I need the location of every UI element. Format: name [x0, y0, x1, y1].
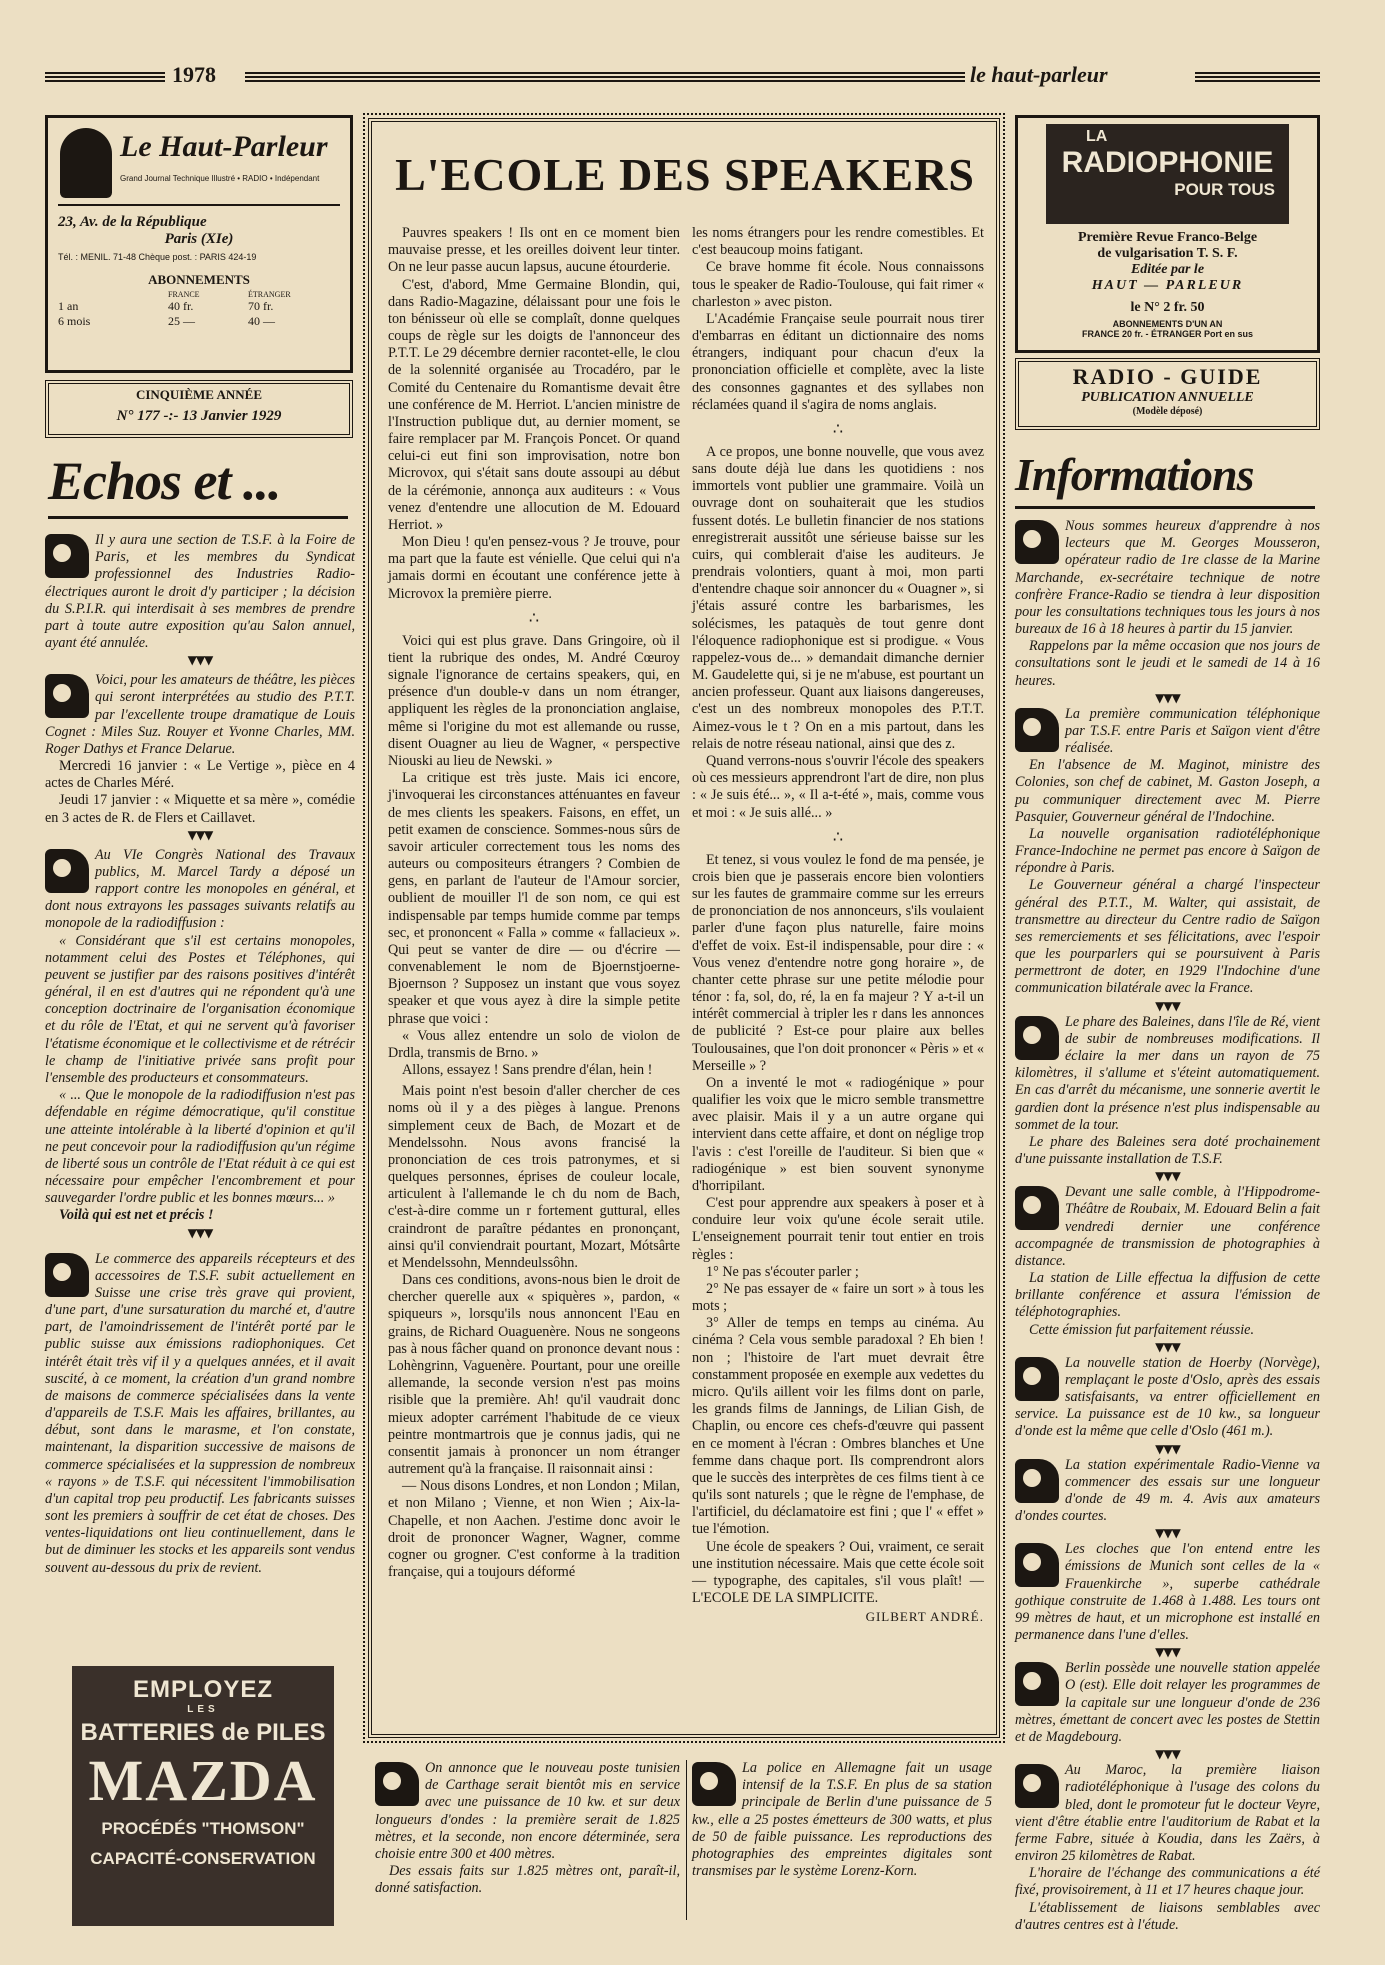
info-item-5: La nouvelle station de Hoerby (Norvège), remplaçant le poste d'Oslo, après des essais satisfaisants, va entrer officiellement en service. La puissance est de 10 kw., sa longueur d'onde est la même que celle d'Oslo (461 m.).: [1015, 1354, 1320, 1440]
echos-item-1: Il y aura une section de T.S.F. à la Foire de Paris, et les membres du Syndicat professionnel des Industries Radio-électriques auront le droit d'y participer ; la décision du S.P.I.R. qui interdisait à ses membres de prendre part à toute autre exposition qu'au Salon annuel, ayant été annulée.: [45, 532, 355, 652]
loudspeaker-icon: [1015, 708, 1059, 752]
paragraph: On a inventé le mot « radiogénique » pour qualifier les voix que le micro semble transmettre avec plaisir. Mais il y a un autre organe qui intervient dans cette affaire, et dont on néglige trop l'avis : c'est l'oreille de l'auditeur. Si bien que « radiogénique » est bien souvent synonyme d'horripilant.: [692, 1074, 984, 1194]
masthead-logo: [58, 124, 340, 206]
issue-box: [45, 380, 353, 438]
paragraph: Allons, essayez ! Sans prendre d'élan, hein !: [402, 1062, 653, 1079]
echos-heading: Echos et ...: [48, 451, 281, 511]
paragraph: Et tenez, si vous voulez le fond de ma pensée, je crois bien que je passerais encore bien volontiers sur les fautes de grammaire comme sur les erreurs de prononciation de nos annonceurs, s'ils voulaient parler d'une façon plus naturelle, faire moins d'effet de voix. Est-il indispensable, pour dire : « Vous venez d'entendre notre gong horaire », de chanter cette phrase sur une petite mélodie pour ténor : fa, sol, do, ré, la en fa majeur ? Y a-t-il un intérêt commercial à tripler les r dans les annonces de publicité ? Est-ce pour plaire aux belles Toulousaines, que l'on doit prononcer « Pèris » et « Merseille » ?: [692, 851, 984, 1074]
loudspeaker-icon: [1015, 1459, 1059, 1503]
ornament: ▼▼▼: [1155, 1441, 1180, 1456]
subs-row2-label: 6 mois: [58, 314, 91, 328]
info-item-2: La première communication téléphonique par T.S.F. entre Paris et Saïgon vient d'être réalisée. En l'absence de M. Maginot, ministre des Colonies, son chef de cabinet, M. Gaston Joseph, a pu communiquer directement avec M. Pierre Pasquier, Gouverneur général de l'Indochine. La nouvelle organisation radiotéléphonique France-Indochine ne permet pas encore à Saïgon de répondre à Paris. Le Gouverneur général a chargé l'inspecteur général des P.T.T., M. Walter, qui assistait, de transmettre au directeur du Centre radio de Saïgon ses remerciements et ses félicitations, avec l'espoir que les pourparlers qui se poursuivent à Paris permettront de doter, en 1929 l'Indochine d'une communication bilatérale avec la France.: [1015, 705, 1320, 997]
paragraph: C'est, d'abord, Mme Germaine Blondin, qui, dans Radio-Magazine, délaissant pour une fois le ton bénisseur où elle se complaît, donne quelques coups de règle sur les doigts de l'annonceur des P.T.T. Le 29 décembre dernier racontet-elle, le clou de la solennité organisée au Trocadéro, par le Comité du Centenaire du Romantisme devait être une conférence de M. Herriot. L'ancien ministre de l'Instruction publique dut, au dernier moment, se faire remplacer par M. François Poncet. Or quand celui-ci eut fini son improvisation, notre bon Microvox, qui s'était sans doute assoupi au début de la cérémonie, annonça aux auditeurs : « Vous venez d'entendre une allocution de M. Edouard Herriot. »: [388, 276, 680, 533]
paragraph: 3° Aller de temps en temps au cinéma. Au cinéma ? Cela vous semble paradoxal ? Eh bien ! non ; l'histoire de l'art muet devrait être constamment proposée en exemple aux vedettes du micro. Qu'ils aillent voir les films dont on parle, les grands films de Jannings, de Lilian Gish, de Chaplin, ou encore ces chefs-d'œuvre qui passent en ce moment à l'écran : Ombres blanches et Une femme dans chaque port. Ils comprendront alors que le succès des interprètes de ces films tient à ce qu'ils sont naturels ; que le règne de l'emphase, de l'artificiel, du déclamatoire est fini ; que l' « effet » tue l'émotion.: [692, 1315, 984, 1538]
ornament: ▼▼▼: [187, 827, 213, 842]
ornament: ▼▼▼: [1155, 998, 1180, 1013]
paragraph: « Vous allez entendre un solo de violon de Drdla, transmis de Brno. »: [388, 1027, 680, 1061]
loudspeaker-icon: [1015, 520, 1059, 564]
ad-line2: LES: [187, 1704, 219, 1715]
paragraph: Dans ces conditions, avons-nous bien le droit de chercher querelle aux « spiquères », pardon, « spiqueurs », lorsqu'ils nous annoncent l'Eau en grains, de Richard Ouaguenère. Nous ne songeons pas à nous fâcher quand on prononce devant nous : Lohèngrinn, Vaguenère. Pourtant, pour une oreille allemande, la seconde version n'est pas moins risible que la première. Ah! qu'il vaudrait donc mieux adopter carrément l'habitude de ce vieux peintre montmartrois que je connus jadis, qui ne consentit jamais à prononcer un nom étranger autrement qu'à la française. Il raisonnait ainsi :: [388, 1272, 680, 1478]
ornament: ▼▼▼: [187, 1225, 213, 1240]
paragraph: 2° Ne pas essayer de « faire un sort » à tous les mots ;: [692, 1280, 984, 1315]
paragraph: Voici qui est plus grave. Dans Gringoire, où il tient la rubrique des ondes, M. André Cœuroy signale l'ignorance de certains speakers, qui, en présence d'un double-v dans un nom étranger, appliquent les règles de la prononciation anglaise, même si l'origine du mot est allemande ou russe, disent Ouagner au lieu de Wagner, « perspective Niouski au lieu de Newski. »: [388, 632, 680, 769]
ornament: ▼▼▼: [1155, 1645, 1180, 1660]
header-rule-right: [1195, 70, 1320, 82]
issue-number-date: N° 177 -:- 13 Janvier 1929: [116, 408, 282, 424]
paragraph: A ce propos, une bonne nouvelle, que vous avez sans doute déjà lue dans les quotidiens : nos immortels vont publier une grammaire. Voilà un ouvrage dont on souhaiterait que les studios fussent dotés. Le bulletin financier de nos stations enregistrerait aussitôt une sérieuse baisse sur les cuirs, qui comblerait d'aise les auditeurs. Je prendrais volontiers, quant à moi, mon parti d'entendre chaque soir annoncer du « Ouagner », si j'étais assuré contre les barbarismes, les solécismes, les pataquès de tout genre dont l'éloquence radiophonique est si prodigue. « Vous rappelez-vous de... » demandait dimanche dernier M. Gaudelette qui, si je ne m'abuse, est pourtant un ancien professeur. Quant aux liaisons dangereuses, c'est un des nombreux monopoles des P.T.T. Aimez-vous le t ? On en a mis partout, dans les relais de notre réseau national, ainsi que des z.: [692, 443, 984, 752]
paragraph: 1° Ne pas s'écouter parler ;: [706, 1263, 859, 1280]
ad-line6: CAPACITÉ-CONSERVATION: [90, 1849, 316, 1868]
radiophonie-box: LA RADIOPHONIE POUR TOUS Première Revue Franco-Belge de vulgarisation T. S. F. Editée par le HAUT — PARLEUR le N° 2 fr. 50 ABONNEMENTS D'UN AN FRANCE 20 fr. - ÉTRANGER Port en sus: [1015, 115, 1320, 353]
section-separator: ∴: [832, 418, 844, 438]
paragraph: Une école de speakers ? Oui, vraiment, ce serait une institution nécessaire. Mais que cette école soit — typographe, des capitales, s'il vous plaît! — L'ECOLE DE LA SIMPLICITE.: [692, 1538, 984, 1607]
loudspeaker-icon: [45, 674, 89, 718]
ornament: ▼▼▼: [1155, 1526, 1180, 1541]
paragraph: Mon Dieu ! qu'en pensez-vous ? Je trouve, pour ma part que la faute est vénielle. Que celui qui n'a jamais dormi en écoutant une conférence jette à Microvox la première pierre.: [388, 534, 680, 602]
info-item-6: La station expérimentale Radio-Vienne va commencer des essais sur une longueur d'onde de 49 m. 4. Avis aux amateurs d'ondes courtes.: [1015, 1456, 1320, 1525]
paragraph: — Nous disons Londres, et non London ; Milan, et non Milano ; Vienne, et non Wien ; Aix-la-Chapelle, et non Aachen. J'estime donc avoir le droit de prononcer Wagner, Wagner, comme cogner ou grogner. C'est conforme à la tradition française, qui a toujours déformé: [388, 1478, 680, 1581]
paragraph: Mais point n'est besoin d'aller chercher de ces noms où il y a des pièges à langue. Prenons simplement ceux de Bach, de Mozart et de Mendelssohn. Nous avons francisé la prononciation de ces trois patronymes, et si quelques personnes, éprises de couleur locale, articulent à l'allemande le ch du nom de Bach, c'est-à-dire comme un r fortement guttural, elles craindront de paraître pédantes en prononçant, ainsi qu'il conviendrait pourtant, Mozart, Mótsârte et Mendelssohn, Menndeulssôhn.: [388, 1083, 680, 1271]
bottom-note-divider: [686, 1760, 687, 1920]
echos-item-3: Au VIe Congrès National des Travaux publics, M. Marcel Tardy a déposé un rapport contre les monopoles en général, et dont nous extrayons les passages suivants relatifs au monopole de la radiodiffusion : « Considérant que s'il est certains monopoles, notamment celui des Postes et Téléphones, qui peuvent se justifier par des raisons positives d'intérêt général, il en est d'autres qui ne répondent qu'à une conception doctrinaire de l'organisation économique et du rôle de l'Etat, et qui ne servent qu'à favoriser l'étatisme économique et le collectivisme et de rétrécir le champ de l'initiative privée sans profit pour l'ensemble des producteurs et consommateurs. « ... Que le monopole de la radiodiffusion n'est pas défendable en régime démocratique, qu'il constitue une atteinte intolérable à la liberté d'opinion et qu'il ne peut concevoir pour la radiodiffusion qu'un régime de liberté sous un contrôle de l'Etat réduit à ce qui est nécessaire pour empêcher l'encombrement et pour sauvegarder l'ordre public et les bonnes mœurs... » Voilà qui est net et précis !: [45, 846, 355, 1224]
speaker-logo-icon: [60, 128, 112, 198]
loudspeaker-icon: [45, 1253, 89, 1297]
logo-title: Le Haut-Parleur: [120, 130, 328, 163]
address-line2: Paris (XIe): [164, 231, 234, 247]
subs-head-etranger: ÉTRANGER: [248, 290, 291, 299]
informations-underline: [1015, 506, 1315, 509]
phone-line: Tél. : MENIL. 71-48 Chèque post. : PARIS 424-19: [58, 252, 257, 262]
address-line1: 23, Av. de la République: [58, 214, 207, 230]
radioguide-box: RADIO - GUIDE PUBLICATION ANNUELLE (Modèle déposé): [1015, 358, 1320, 430]
informations-heading: Informations: [1015, 449, 1254, 500]
paragraph: L'Académie Française seule pourrait nous tirer d'embarras en éditant un dictionnaire des noms étrangers, indiquant pour chacun d'eux la prononciation officielle et complète, avec la liste des consonnes gagnantes et des syllabes non réclamées quand il s'agira de noms anglais.: [692, 310, 984, 413]
informations-column: [1015, 518, 1320, 1934]
loudspeaker-icon: [375, 1762, 419, 1806]
ad-line3: BATTERIES de PILES: [80, 1719, 326, 1746]
section-separator: ∴: [832, 826, 844, 846]
article-column-2: [692, 225, 984, 1625]
subs-row1-france: 40 fr.: [168, 299, 194, 313]
paragraph: C'est pour apprendre aux speakers à poser et à conduire leur voix qu'une école serait utile. L'enseignement pourrait tenir tout entier en trois règles :: [692, 1195, 984, 1263]
bottom-note-left: On annonce que le nouveau poste tunisien de Carthage serait bientôt mis en service avec une puissance de 10 kw. et sur deux longueurs d'ondes : la première serait de 1.825 mètres, et la seconde, non encore déterminée, sera choisie entre 300 et 400 mètres. Des essais faits sur 1.825 mètres ont, paraît-il, donné satisfaction.: [375, 1760, 680, 1897]
ad-line4: MAZDA: [88, 1748, 318, 1813]
echos-underline: [48, 516, 348, 519]
subs-row2-etranger: 40 —: [248, 314, 275, 328]
loudspeaker-icon: [1015, 1543, 1059, 1587]
subscriptions-table: [58, 290, 340, 329]
article-signature: GILBERT ANDRÉ.: [865, 1609, 984, 1625]
radiophonie-banner: LA RADIOPHONIE POUR TOUS: [1046, 124, 1289, 224]
ornament: ▼▼▼: [1155, 1169, 1180, 1184]
loudspeaker-icon: [1015, 1357, 1059, 1401]
loudspeaker-icon: [1015, 1764, 1059, 1808]
ornament: ▼▼▼: [1155, 1747, 1180, 1762]
info-item-1: Nous sommes heureux d'apprendre à nos lecteurs que M. Georges Mousseron, opérateur radio de 1re classe de la Marine Marchande, ex-secrétaire technique de notre confrère France-Radio se tiendra à leur disposition pour les consultations techniques tous les jours à nos bureaux de 16 à 18 heures à partir du 15 janvier. Rappelons par la même occasion que nos jours de consultations sont le jeudi et le samedi de 14 à 16 heures.: [1015, 518, 1320, 689]
paragraph: La critique est très juste. Mais ici encore, j'invoquerai les circonstances atténuantes en faveur de mes clients les speakers. Faisons, en effet, un petit examen de conscience. Sommes-nous sûrs de savoir articuler correctement tous les noms des auteurs ou compositeurs étrangers ? Combien de gens, en parlant de l'auteur de l'Amour sorcier, oublient de mouiller l'l de son nom, ce qui est indispensable par temps humide comme par temps sec, et prononcent « Falla » comme « fallacieux ». Qui peut se vanter de dire — ou d'écrire — convenablement le nom de Bjoernstjoerne-Bjoernson ? Supposez un instant que vous soyez speaker et que vous ayez à dire la simple petite phrase que voici :: [388, 770, 680, 1027]
header-rule-left: [45, 70, 165, 82]
subs-row1-etranger: 70 fr.: [248, 299, 274, 313]
article-title: L'ECOLE DES SPEAKERS: [395, 149, 975, 200]
echos-item-4: Le commerce des appareils récepteurs et des accessoires de T.S.F. subit actuellement en Suisse une crise très grave qui provient, d'une part, d'une sursaturation du marché et, d'autre part, de l'amoindrissement de l'intérêt porté par le public suisse aux émissions radiophoniques. Cet intérêt était très vif il y a quelques années, et il avait suscité, à ce moment, la création d'un grand nombre de maisons de commerce spécialisées dans la vente d'appareils de T.S.F. Mais les affaires, brillantes, au début, sont dans le marasme, et l'on constate, maintenant, la disparition successive de maisons de commerce spécialisées et la suppression de nombreux « rayons » de T.S.F. qui nécessitent l'immobilisation d'un capital trop peu productif. Les fabricants suisses sont les premiers à souffrir de cet état de choses. Des ventes-liquidations ont lieu continuellement, dans le but de diminuer les stocks et les appareils sont vendus souvent au-dessous du prix de revient.: [45, 1250, 355, 1576]
section-separator: ∴: [528, 607, 540, 627]
mazda-advertisement: [72, 1666, 334, 1926]
ad-line5: PROCÉDÉS "THOMSON": [101, 1819, 305, 1838]
paragraph: Pauvres speakers ! Ils ont en ce moment bien mauvaise presse, et les oreilles doivent leur tinter. On ne leur passe aucun lapsus, aucune étourderie.: [388, 225, 680, 276]
bottom-note-right: La police en Allemagne fait un usage intensif de la T.S.F. En plus de sa station principale de Berlin d'une puissance de 5 kw., elle a 25 postes émetteurs de 300 watts, et plus de 50 de faible puissance. Les reproductions des photographies des empreintes digitales sont transmises par le système Lorenz-Korn.: [692, 1760, 992, 1880]
loudspeaker-icon: [45, 849, 89, 893]
ornament: ▼▼▼: [1155, 1339, 1180, 1354]
masthead-box: [45, 115, 353, 373]
info-item-4: Devant une salle comble, à l'Hippodrome-Théâtre de Roubaix, M. Edouard Belin a fait vendredi dernier une conférence accompagnée de transmission de photographies à distance. La station de Lille effectua la diffusion de cette brillante conférence et assura l'émission de téléphotographies. Cette émission fut parfaitement réussie.: [1015, 1184, 1320, 1338]
info-item-7: Les cloches que l'on entend entre les émissions de Munich sont celles de la « Frauenkirche », superbe cathédrale gothique construite de 1.468 à 1.488. Les tours ont 99 mètres de haut, et un microphone est installé en permanence dans l'une d'elles.: [1015, 1541, 1320, 1644]
paragraph: Ce brave homme fit école. Nous connaissons tous le speaker de Radio-Toulouse, qui fait rimer « charleston » avec piston.: [692, 259, 984, 310]
info-item-8: Berlin possède une nouvelle station appelée O (est). Elle doit relayer les programmes de la capitale sur une longueur d'onde de 236 mètres, émettant de concert avec les postes de Stettin et de Magdebourg.: [1015, 1660, 1320, 1745]
subs-head-france: FRANCE: [168, 290, 200, 299]
loudspeaker-icon: [692, 1762, 736, 1806]
ornament: ▼▼▼: [187, 653, 213, 668]
subs-row1-label: 1 an: [58, 299, 79, 313]
subscriptions-title: ABONNEMENTS: [148, 272, 250, 287]
journal-name: le haut-parleur: [970, 62, 1108, 87]
article-column-1: [388, 225, 680, 1581]
loudspeaker-icon: [1015, 1016, 1059, 1060]
issue-year: CINQUIÈME ANNÉE: [135, 387, 263, 402]
subs-row2-france: 25 —: [168, 314, 195, 328]
echos-item-2: Voici, pour les amateurs de théâtre, les pièces qui seront interprétées au studio des P.T.T. par l'excellente troupe dramatique de Louis Cognet : Miles Suz. Rouyer et Yvonne Charles, MM. Roger Dathys et France Delarue. Mercredi 16 janvier : « Le Vertige », pièce en 4 actes de Charles Méré. Jeudi 17 janvier : « Miquette et sa mère », comédie en 3 actes de R. de Flers et Caillavet.: [45, 672, 355, 826]
logo-subtitle: Grand Journal Technique Illustré • RADIO • Indépendant: [120, 174, 320, 183]
page-number: 1978: [172, 62, 216, 87]
info-item-3: Le phare des Baleines, dans l'île de Ré, vient de subir de nombreuses modifications. Il éclaire la mer dans un rayon de 75 kilomètres, il s'allume et s'éteint automatiquement. En cas d'arrêt du mécanisme, une sonnerie avertit le gardien dont la présence n'est plus indispensable au sommet de la tour. Le phare des Baleines sera doté prochainement d'une puissante installation de T.S.F.: [1015, 1013, 1320, 1168]
paragraph: Quand verrons-nous s'ouvrir l'école des speakers où ces messieurs apprendront l'art de dire, non plus : « Je suis été... », « Il a-t-été », mais, comme vous et moi : « Je suis allé... »: [692, 752, 984, 821]
ornament: ▼▼▼: [1155, 690, 1180, 705]
loudspeaker-icon: [45, 534, 89, 578]
loudspeaker-icon: [1015, 1186, 1059, 1230]
info-item-9: Au Maroc, la première liaison radiotéléphonique à l'usage des colons du bled, dont le promoteur fut le docteur Veyre, vient d'être établie entre l'auditorium de Rabat et la ferme Fabre, située à Koudia, dans les Zaërs, à environ 25 kilomètres de Rabat. L'horaire de l'échange des communications a été fixé, provisoirement, à 11 et 17 heures chaque jour. L'établissement de liaisons semblables avec d'autres centres est à l'étude.: [1015, 1762, 1320, 1933]
paragraph: les noms étrangers pour les rendre comestibles. Et c'est beaucoup moins fatigant.: [692, 225, 984, 259]
echos-column: [45, 532, 355, 1577]
loudspeaker-icon: [1015, 1662, 1059, 1706]
header-rule-middle: [245, 70, 965, 82]
ad-line1: EMPLOYEZ: [132, 1676, 273, 1703]
